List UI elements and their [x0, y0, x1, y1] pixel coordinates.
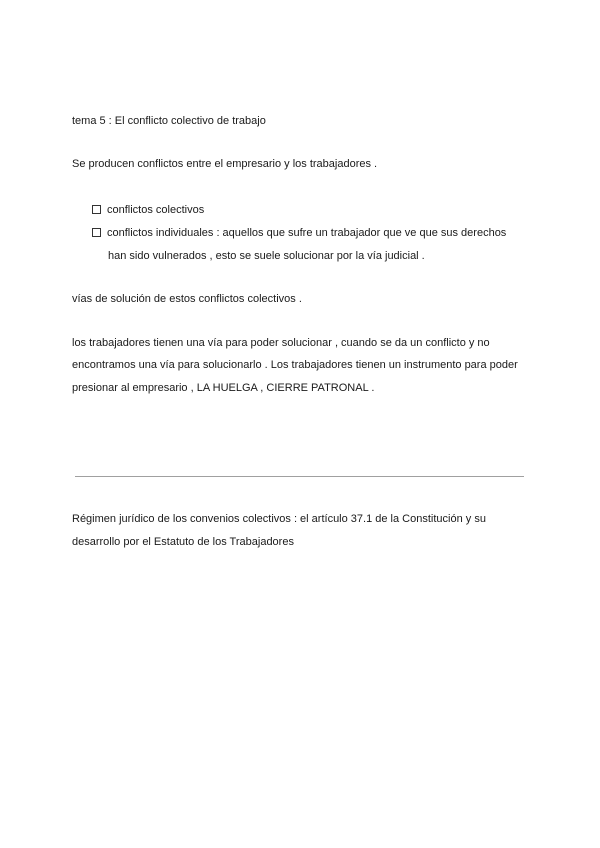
list-item-continuation: han sido vulnerados , esto se suele solucionar por la vía judicial .	[108, 250, 425, 262]
checkbox-bullet-icon	[92, 228, 101, 237]
checkbox-bullet-icon	[92, 205, 101, 214]
paragraph-line: presionar al empresario , LA HUELGA , CIERRE PATRONAL .	[72, 382, 375, 394]
horizontal-divider	[75, 476, 524, 477]
list-item	[92, 226, 506, 240]
list-item-text: conflictos colectivos	[107, 204, 205, 216]
list-item-text: conflictos individuales : aquellos que sufre un trabajador que ve que sus derechos	[107, 227, 507, 239]
paragraph-line: encontramos una vía para solucionarlo . Los trabajadores tienen un instrumento para poder	[72, 359, 518, 371]
document-title: tema 5 : El conflicto colectivo de trabajo	[72, 115, 266, 127]
regime-line: desarrollo por el Estatuto de los Trabajadores	[72, 536, 294, 548]
solutions-heading: vías de solución de estos conflictos colectivos .	[72, 293, 302, 305]
intro-text: Se producen conflictos entre el empresario y los trabajadores .	[72, 158, 378, 170]
list-item	[92, 203, 204, 217]
regime-line: Régimen jurídico de los convenios colectivos : el artículo 37.1 de la Constitución y su	[72, 513, 486, 525]
paragraph-line: los trabajadores tienen una vía para poder solucionar , cuando se da un conflicto y no	[72, 337, 490, 349]
